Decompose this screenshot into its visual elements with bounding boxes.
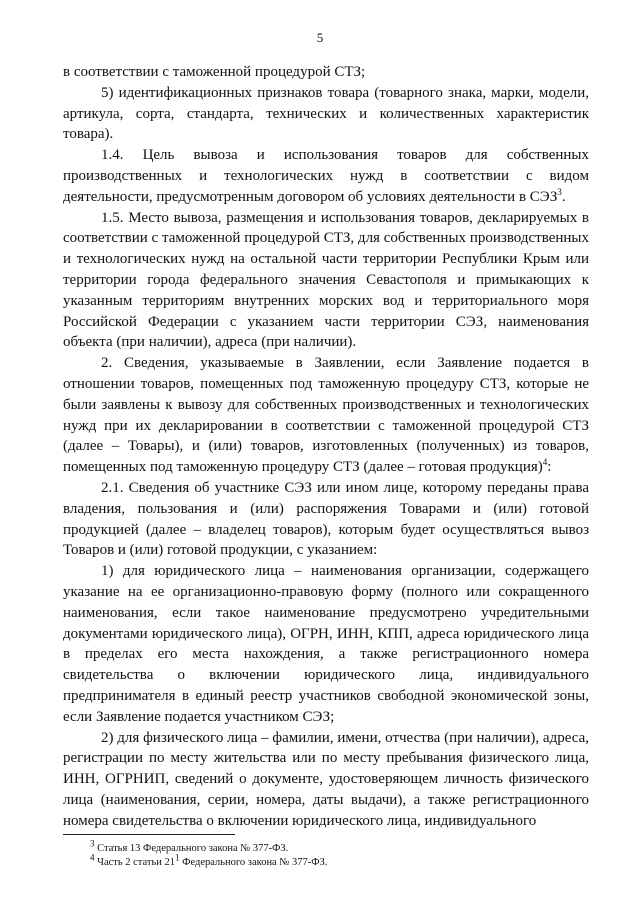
paragraph-1-5: 1.5. Место вывоза, размещения и использования товаров, декларируемых в соответствии с таможенной процедурой СТЗ, для собственных производственных и технологических нужд на остальной части территории Республики Крым или территории города федерального значения Севастополя и примыкающих к указанным территориям внутренних морских вод и территориального моря Российской Федерации с указанием части территории СЭЗ, наименования объекта (при наличии), адреса (при наличии). [63,209,589,351]
document-body [63,62,589,831]
paragraph-continuation: в соответствии с таможенной процедурой СТЗ; [63,64,366,80]
paragraph-2-1: 2.1. Сведения об участнике СЭЗ или ином лице, которому переданы права владения, пользования и (или) распоряжения Товарами и (или) готовой продукцией (далее – владелец товаров), которым будет осуществляться вывоз Товаров и (или) готовой продукции, с указанием: [63,479,589,559]
footnote-ref-4: 4 [542,457,548,468]
footnote-3: $^3$ Статья 13 Федерального закона № 377-ФЗ. [90,838,289,854]
paragraph-individual: 2) для физического лица – фамилии, имени, отчества (при наличии), адреса, регистрации по месту жительства или по месту пребывания физического лица, ИНН, ОГРНИП, сведений о документе, удостоверяющем личность физического лица (наименования, серии, номера, даты выдачи), а также регистрационного номера свидетельства о включении юридического лица, индивидуального [63,729,589,829]
page-number: 5 [316,30,324,45]
footnote-ref-3: 3 [557,186,562,197]
paragraph-1-4: 1.4. Цель вывоза и использования товаров для собственных производственных и технологических нужд в соответствии с видом деятельности, предусмотренным договором об условиях деятельности в СЭЗ$^3$. [63,147,589,205]
footnote-4: $^4$ Часть 2 статьи $21^1$ Федерального закона № 377-ФЗ. [90,852,328,868]
paragraph-legal-entity: 1) для юридического лица – наименования организации, содержащего указание на ее организационно-правовую форму (полного или сокращенного наименования, если такое наименование предусмотрено учредительными документами юридического лица), ОГРН, ИНН, КПП, адреса юридического лица в пределах его места нахождения, а также регистрационного номера свидетельства о включении юридического лица, индивидуального предпринимателя в единый реестр участников свободной экономической зоны, если Заявление подается участником СЭЗ; [63,563,589,725]
footnote-separator [63,834,235,835]
paragraph-item-5: 5) идентификационных признаков товара (товарного знака, марки, модели, артикула, сорта, стандарта, технических и количественных характеристик товара). [63,84,589,143]
paragraph-2: 2. Сведения, указываемые в Заявлении, если Заявление подается в отношении товаров, помещенных под таможенную процедуру СТЗ, которые не были заявлены к вывозу для собственных производственных и технологических нужд при их декларировании в соответствии с таможенной процедурой СТЗ (далее – Товары), и (или) товаров, изготовленных (полученных) из товаров, помещенных под таможенную процедуру СТЗ (далее – готовая продукция)$^4$: [63,355,589,476]
footnotes [90,838,570,870]
